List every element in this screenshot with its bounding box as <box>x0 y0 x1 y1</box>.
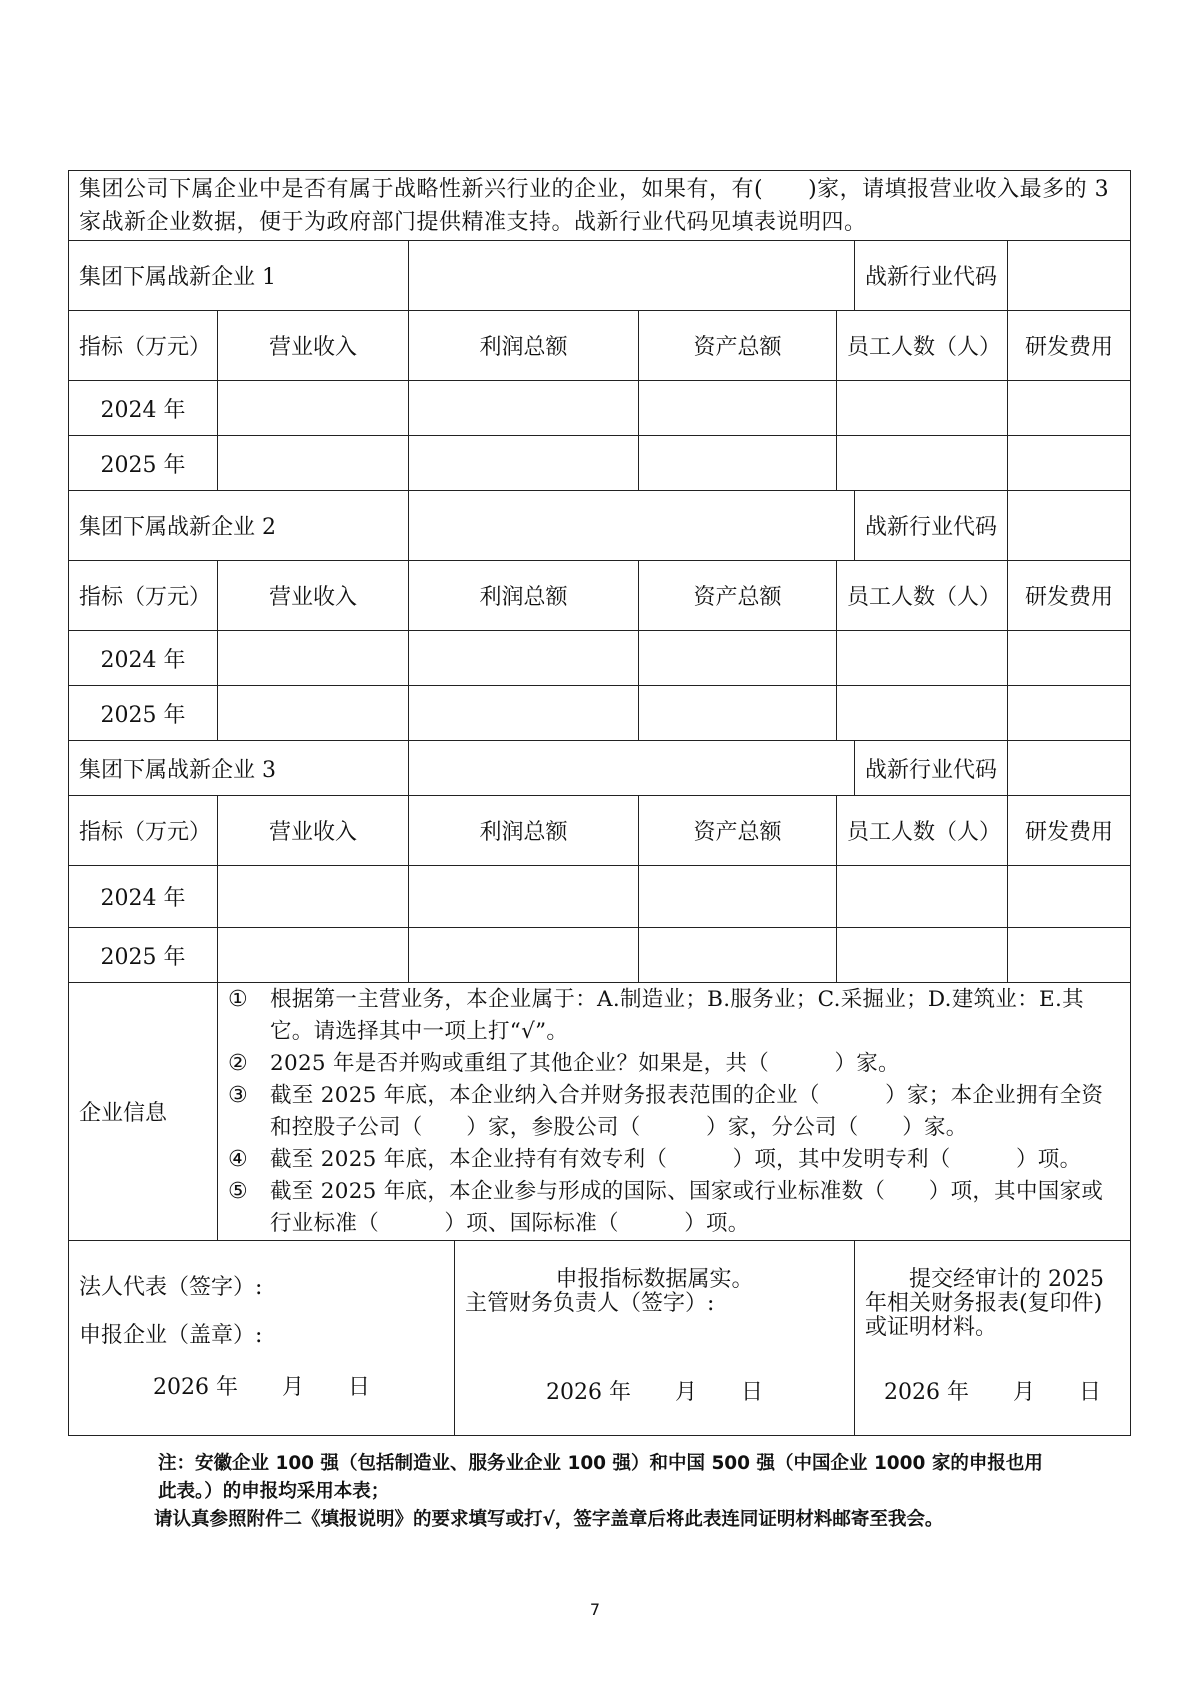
profit-cell[interactable] <box>409 436 639 491</box>
table-row <box>69 686 1131 741</box>
info-question-text[interactable]: 截至 2025 年底，本企业持有有效专利（ ）项，其中发明专利（ ）项。 <box>270 1146 1082 1172</box>
finance-head-block[interactable] <box>455 1241 855 1436</box>
rd-cell[interactable] <box>1008 928 1131 983</box>
rd-cell[interactable] <box>1008 436 1131 491</box>
signature-date: 2026 年 月 日 <box>153 1375 370 1400</box>
legal-rep-label: 法人代表（签字）: <box>79 1275 263 1300</box>
assets-cell[interactable] <box>639 436 837 491</box>
enterprise-3-name-field[interactable] <box>409 741 855 796</box>
header-profit: 利润总额 <box>409 796 639 866</box>
header-profit: 利润总额 <box>409 311 639 381</box>
info-question-text[interactable]: 截至 2025 年底，本企业纳入合并财务报表范围的企业（ ）家；本企业拥有全资和控股子公司（ ）家，参股公司（ ）家，分公司（ ）家。 <box>270 1082 1104 1140</box>
header-indicator: 指标（万元） <box>69 311 218 381</box>
header-profit: 利润总额 <box>409 561 639 631</box>
finance-head-label: 主管财务负责人（签字）: <box>465 1291 715 1316</box>
enterprise-2-header-row <box>69 561 1131 631</box>
enterprise-3-header-row <box>69 796 1131 866</box>
rd-cell[interactable] <box>1008 631 1131 686</box>
header-indicator: 指标（万元） <box>69 561 218 631</box>
intro-text: 集团公司下属企业中是否有属于战略性新兴行业的企业，如果有，有( )家，请填报营业收入最多的 3 家战新企业数据，便于为政府部门提供精准支持。战新行业代码见填表说明四。 <box>69 171 1131 241</box>
info-question-3 <box>228 1080 1120 1144</box>
year-2024-label: 2024 年 <box>69 381 218 436</box>
footnote-line-2: 请认真参照附件二《填报说明》的要求填写或打√，签字盖章后将此表连同证明材料邮寄至我会。 <box>154 1509 944 1530</box>
header-employees: 员工人数（人） <box>837 311 1008 381</box>
rd-cell[interactable] <box>1008 686 1131 741</box>
table-row <box>69 381 1131 436</box>
enterprise-2-title: 集团下属战新企业 2 <box>69 491 409 561</box>
info-question-text[interactable]: 2025 年是否并购或重组了其他企业？如果是，共（ ）家。 <box>270 1050 900 1076</box>
info-question-text[interactable]: 根据第一主营业务，本企业属于：A.制造业；B.服务业；C.采掘业；D.建筑业：E.其它。请选择其中一项上打“√”。 <box>270 986 1084 1044</box>
header-assets: 资产总额 <box>639 561 837 631</box>
year-2025-label: 2025 年 <box>69 928 218 983</box>
header-employees: 员工人数（人） <box>837 561 1008 631</box>
audit-note: 提交经审计的 2025 年相关财务报表(复印件)或证明材料。 <box>865 1267 1104 1340</box>
profit-cell[interactable] <box>409 631 639 686</box>
enterprise-info-questions <box>218 983 1131 1241</box>
enterprise-1-header-row <box>69 311 1131 381</box>
table-row <box>69 928 1131 983</box>
assets-cell[interactable] <box>639 686 837 741</box>
header-indicator: 指标（万元） <box>69 796 218 866</box>
revenue-cell[interactable] <box>218 928 409 983</box>
profit-cell[interactable] <box>409 928 639 983</box>
enterprise-2-name-field[interactable] <box>409 491 855 561</box>
header-rd: 研发费用 <box>1008 561 1131 631</box>
info-question-1 <box>228 984 1120 1048</box>
assets-cell[interactable] <box>639 866 837 928</box>
header-employees: 员工人数（人） <box>837 796 1008 866</box>
assets-cell[interactable] <box>639 381 837 436</box>
footnote <box>154 1450 1058 1534</box>
header-revenue: 营业收入 <box>218 311 409 381</box>
header-revenue: 营业收入 <box>218 796 409 866</box>
assets-cell[interactable] <box>639 631 837 686</box>
revenue-cell[interactable] <box>218 436 409 491</box>
header-assets: 资产总额 <box>639 796 837 866</box>
company-seal-label: 申报企业（盖章）: <box>79 1323 263 1348</box>
enterprise-3-code-field[interactable] <box>1008 741 1131 796</box>
revenue-cell[interactable] <box>218 866 409 928</box>
profit-cell[interactable] <box>409 866 639 928</box>
employees-cell[interactable] <box>837 928 1008 983</box>
legal-representative-block[interactable] <box>69 1241 455 1436</box>
enterprise-2-code-label: 战新行业代码 <box>855 491 1008 561</box>
assets-cell[interactable] <box>639 928 837 983</box>
circled-number-3: ③ <box>228 1082 249 1108</box>
enterprise-3-code-label: 战新行业代码 <box>855 741 1008 796</box>
employees-cell[interactable] <box>837 381 1008 436</box>
employees-cell[interactable] <box>837 631 1008 686</box>
info-question-5 <box>228 1176 1120 1240</box>
info-question-2 <box>228 1048 1120 1080</box>
employees-cell[interactable] <box>837 436 1008 491</box>
employees-cell[interactable] <box>837 866 1008 928</box>
year-2024-label: 2024 年 <box>69 631 218 686</box>
year-2024-label: 2024 年 <box>69 866 218 928</box>
circled-number-4: ④ <box>228 1146 249 1172</box>
profit-cell[interactable] <box>409 381 639 436</box>
info-question-text[interactable]: 截至 2025 年底，本企业参与形成的国际、国家或行业标准数（ ）项，其中国家或行业标准（ ）项、国际标准（ ）项。 <box>270 1178 1104 1236</box>
header-rd: 研发费用 <box>1008 796 1131 866</box>
enterprise-info-label: 企业信息 <box>69 983 218 1241</box>
profit-cell[interactable] <box>409 686 639 741</box>
year-2025-label: 2025 年 <box>69 686 218 741</box>
table-row <box>69 866 1131 928</box>
rd-cell[interactable] <box>1008 866 1131 928</box>
header-assets: 资产总额 <box>639 311 837 381</box>
signature-date: 2026 年 月 日 <box>546 1380 763 1405</box>
revenue-cell[interactable] <box>218 631 409 686</box>
truth-statement: 申报指标数据属实。 <box>555 1267 754 1292</box>
enterprise-1-title: 集团下属战新企业 1 <box>69 241 409 311</box>
footnote-line-1: 注：安徽企业 100 强（包括制造业、服务业企业 100 强）和中国 500 强（中国企业 1000 家的申报也用此表。）的申报均采用本表； <box>158 1453 1043 1502</box>
enterprise-3-title: 集团下属战新企业 3 <box>69 741 409 796</box>
enterprise-1-code-field[interactable] <box>1008 241 1131 311</box>
enterprise-1-code-label: 战新行业代码 <box>855 241 1008 311</box>
enterprise-1-name-field[interactable] <box>409 241 855 311</box>
header-rd: 研发费用 <box>1008 311 1131 381</box>
circled-number-2: ② <box>228 1050 249 1076</box>
rd-cell[interactable] <box>1008 381 1131 436</box>
circled-number-1: ① <box>228 986 249 1012</box>
signature-date: 2026 年 月 日 <box>884 1380 1101 1405</box>
revenue-cell[interactable] <box>218 686 409 741</box>
table-row <box>69 631 1131 686</box>
page-number: 7 <box>589 1600 601 1619</box>
table-row <box>69 436 1131 491</box>
info-question-4 <box>228 1144 1120 1176</box>
audit-report-block[interactable] <box>855 1241 1131 1436</box>
enterprise-2-code-field[interactable] <box>1008 491 1131 561</box>
employees-cell[interactable] <box>837 686 1008 741</box>
revenue-cell[interactable] <box>218 381 409 436</box>
enterprise-form-table <box>68 170 1131 1436</box>
year-2025-label: 2025 年 <box>69 436 218 491</box>
header-revenue: 营业收入 <box>218 561 409 631</box>
circled-number-5: ⑤ <box>228 1178 249 1204</box>
